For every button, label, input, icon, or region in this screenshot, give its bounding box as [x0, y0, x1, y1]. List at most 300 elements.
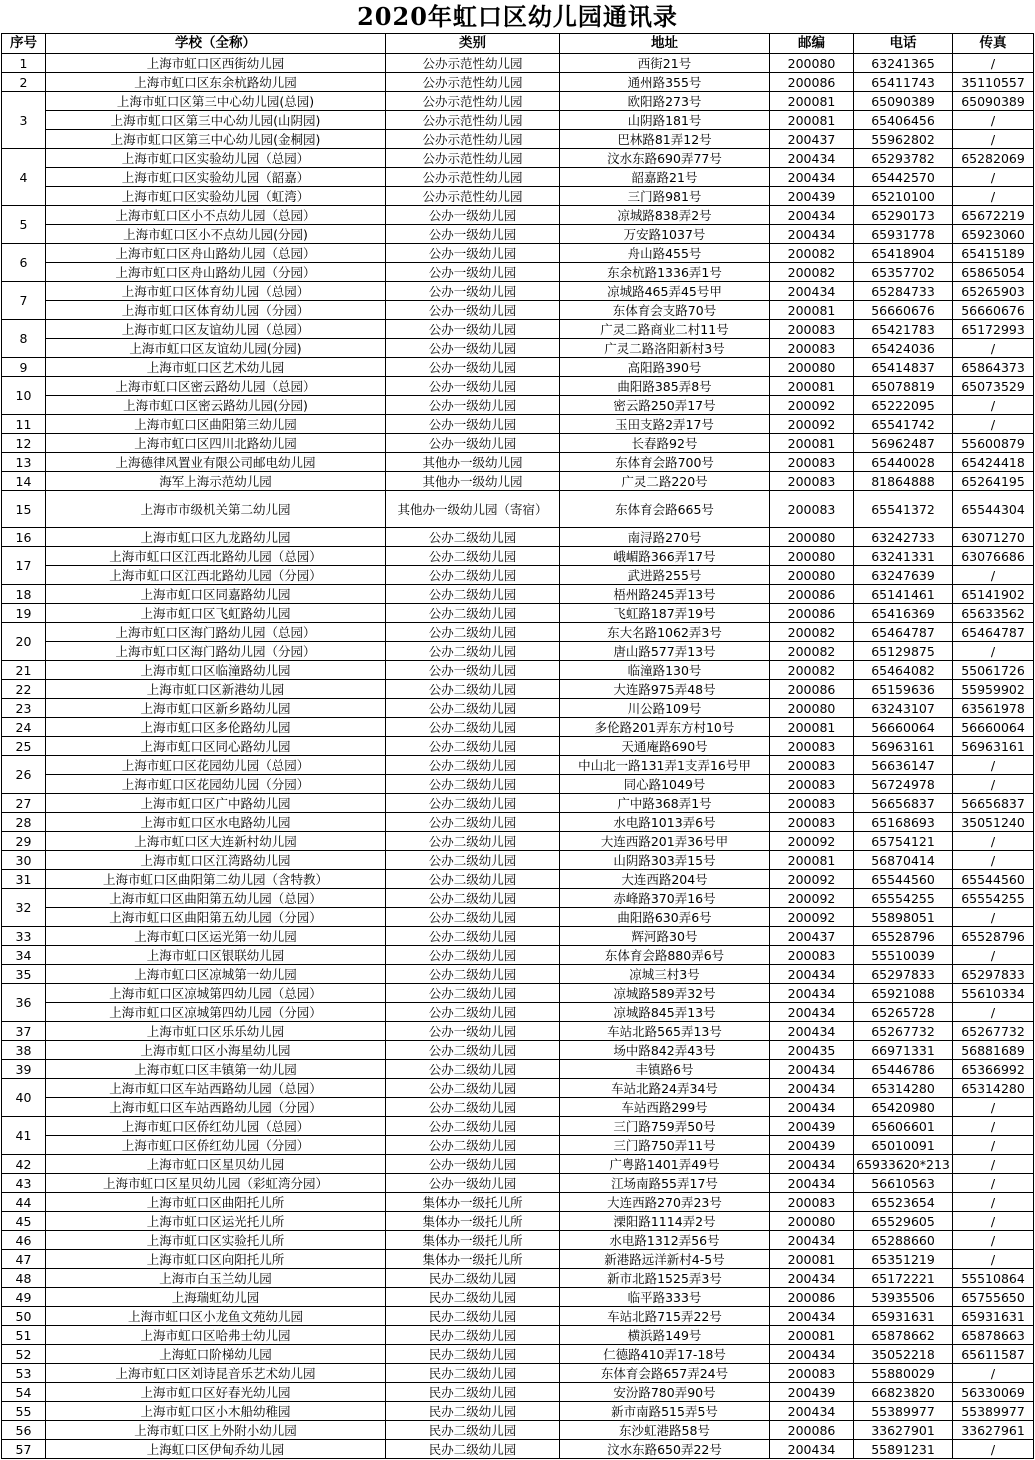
cell-school: 上海市虹口区艺术幼儿园: [46, 358, 386, 377]
cell-school: 上海市虹口区第三中心幼儿园(山阴园): [46, 111, 386, 130]
table-row: [2, 320, 1034, 339]
cell-phone: 65420980: [854, 1098, 953, 1117]
cell-phone: 65464787: [854, 623, 953, 642]
cell-phone: 65931631: [854, 1307, 953, 1326]
cell-zip: 200086: [770, 73, 854, 92]
table-row: [2, 1231, 1034, 1250]
cell-type: 公办二级幼儿园: [386, 680, 560, 699]
cell-school: 上海市虹口区上外附小幼儿园: [46, 1421, 386, 1440]
cell-address: 汶水东路690弄77号: [560, 149, 770, 168]
cell-type: 公办二级幼儿园: [386, 965, 560, 984]
cell-address: 凉城路845弄13号: [560, 1003, 770, 1022]
cell-fax: 55061726: [953, 661, 1034, 680]
table-row: [2, 813, 1034, 832]
cell-school: 上海市虹口区舟山路幼儿园（分园）: [46, 263, 386, 282]
cell-no: 48: [2, 1269, 46, 1288]
table-row: [2, 832, 1034, 851]
cell-address: 万安路1037号: [560, 225, 770, 244]
cell-school: 上海市虹口区友谊幼儿园(分园): [46, 339, 386, 358]
cell-type: 集体办一级托儿所: [386, 1250, 560, 1269]
cell-school: 上海市虹口区体育幼儿园（分园）: [46, 301, 386, 320]
cell-address: 东体育会路657弄24号: [560, 1364, 770, 1383]
table-row: [2, 453, 1034, 472]
cell-type: 民办二级幼儿园: [386, 1402, 560, 1421]
cell-no: 51: [2, 1326, 46, 1345]
cell-type: 公办一级幼儿园: [386, 263, 560, 282]
cell-type: 公办二级幼儿园: [386, 756, 560, 775]
cell-no: 55: [2, 1402, 46, 1421]
cell-school: 上海市虹口区花园幼儿园（分园）: [46, 775, 386, 794]
cell-fax: 65267732: [953, 1022, 1034, 1041]
cell-school: 上海市市级机关第二幼儿园: [46, 491, 386, 528]
cell-school: 上海市虹口区海门路幼儿园（总园）: [46, 623, 386, 642]
cell-address: 峨嵋路366弄17号: [560, 547, 770, 566]
cell-fax: /: [953, 415, 1034, 434]
cell-fax: /: [953, 1117, 1034, 1136]
cell-zip: 200434: [770, 984, 854, 1003]
cell-phone: 65284733: [854, 282, 953, 301]
cell-address: 辉河路30号: [560, 927, 770, 946]
cell-address: 曲阳路630弄6号: [560, 908, 770, 927]
cell-type: 公办二级幼儿园: [386, 908, 560, 927]
cell-phone: 65529605: [854, 1212, 953, 1231]
cell-fax: /: [953, 1136, 1034, 1155]
table-row: [2, 1155, 1034, 1174]
cell-address: 高阳路390号: [560, 358, 770, 377]
cell-fax: /: [953, 1212, 1034, 1231]
cell-address: 凉城路589弄32号: [560, 984, 770, 1003]
cell-zip: 200092: [770, 415, 854, 434]
cell-fax: 65633562: [953, 604, 1034, 623]
cell-fax: 65931631: [953, 1307, 1034, 1326]
cell-fax: /: [953, 1364, 1034, 1383]
cell-address: 新市北路1525弄3号: [560, 1269, 770, 1288]
cell-zip: 200083: [770, 320, 854, 339]
cell-type: 公办二级幼儿园: [386, 1003, 560, 1022]
cell-type: 公办一级幼儿园: [386, 225, 560, 244]
cell-address: 新市南路515弄5号: [560, 1402, 770, 1421]
cell-address: 临潼路130号: [560, 661, 770, 680]
cell-zip: 200080: [770, 358, 854, 377]
header-school: 学校（全称）: [46, 34, 386, 54]
cell-zip: 200434: [770, 1174, 854, 1193]
cell-type: 公办二级幼儿园: [386, 775, 560, 794]
cell-no: 44: [2, 1193, 46, 1212]
cell-address: 川公路109号: [560, 699, 770, 718]
table-row: [2, 415, 1034, 434]
cell-type: 公办示范性幼儿园: [386, 187, 560, 206]
cell-zip: 200081: [770, 92, 854, 111]
cell-address: 东沙虹港路58号: [560, 1421, 770, 1440]
cell-school: 上海市虹口区东余杭路幼儿园: [46, 73, 386, 92]
table-row: [2, 528, 1034, 547]
cell-address: 安汾路780弄90号: [560, 1383, 770, 1402]
cell-phone: 33627901: [854, 1421, 953, 1440]
cell-zip: 200082: [770, 244, 854, 263]
cell-fax: 65141902: [953, 585, 1034, 604]
cell-phone: 65931778: [854, 225, 953, 244]
table-row: [2, 1364, 1034, 1383]
cell-phone: 65141461: [854, 585, 953, 604]
cell-no: 24: [2, 718, 46, 737]
cell-no: 20: [2, 623, 46, 661]
table-row: [2, 661, 1034, 680]
cell-school: 海军上海示范幼儿园: [46, 472, 386, 491]
cell-school: 上海市虹口区哈弗士幼儿园: [46, 1326, 386, 1345]
cell-phone: 65544560: [854, 870, 953, 889]
cell-address: 临平路333号: [560, 1288, 770, 1307]
table-row: [2, 206, 1034, 225]
cell-type: 公办二级幼儿园: [386, 642, 560, 661]
cell-fax: 65415189: [953, 244, 1034, 263]
cell-school: 上海市虹口区小龙鱼文苑幼儿园: [46, 1307, 386, 1326]
cell-phone: 65541372: [854, 491, 953, 528]
table-row: [2, 1402, 1034, 1421]
table-row: [2, 623, 1034, 642]
cell-type: 公办二级幼儿园: [386, 1079, 560, 1098]
cell-address: 欧阳路273号: [560, 92, 770, 111]
cell-no: 6: [2, 244, 46, 282]
directory-table: [1, 33, 1034, 1459]
cell-address: 山阴路303弄15号: [560, 851, 770, 870]
table-row: [2, 1022, 1034, 1041]
table-header-row: [2, 34, 1034, 54]
cell-zip: 200081: [770, 111, 854, 130]
cell-fax: 65755650: [953, 1288, 1034, 1307]
cell-phone: 55880029: [854, 1364, 953, 1383]
cell-phone: 56660064: [854, 718, 953, 737]
cell-no: 1: [2, 54, 46, 73]
cell-fax: 65544560: [953, 870, 1034, 889]
cell-type: 公办一级幼儿园: [386, 301, 560, 320]
cell-phone: 65297833: [854, 965, 953, 984]
cell-zip: 200081: [770, 301, 854, 320]
cell-school: 上海市虹口区曲阳第二幼儿园（含特教）: [46, 870, 386, 889]
table-row: [2, 377, 1034, 396]
cell-fax: 65878663: [953, 1326, 1034, 1345]
cell-type: 公办一级幼儿园: [386, 1174, 560, 1193]
cell-type: 公办示范性幼儿园: [386, 168, 560, 187]
table-row: [2, 1307, 1034, 1326]
table-row: [2, 1288, 1034, 1307]
cell-zip: 200439: [770, 1117, 854, 1136]
cell-address: 广灵二路220号: [560, 472, 770, 491]
cell-address: 山阴路181号: [560, 111, 770, 130]
cell-type: 公办一级幼儿园: [386, 339, 560, 358]
cell-type: 公办二级幼儿园: [386, 718, 560, 737]
cell-zip: 200434: [770, 1098, 854, 1117]
cell-zip: 200092: [770, 870, 854, 889]
cell-address: 广中路368弄1号: [560, 794, 770, 813]
cell-phone: 55898051: [854, 908, 953, 927]
cell-address: 横浜路149号: [560, 1326, 770, 1345]
cell-no: 37: [2, 1022, 46, 1041]
cell-zip: 200434: [770, 1003, 854, 1022]
cell-fax: 65314280: [953, 1079, 1034, 1098]
cell-type: 公办一级幼儿园: [386, 358, 560, 377]
cell-school: 上海市虹口区银联幼儿园: [46, 946, 386, 965]
cell-zip: 200434: [770, 1269, 854, 1288]
cell-phone: 65464082: [854, 661, 953, 680]
cell-phone: 65090389: [854, 92, 953, 111]
table-row: [2, 1136, 1034, 1155]
cell-no: 32: [2, 889, 46, 927]
cell-school: 上海市虹口区小不点幼儿园(分园): [46, 225, 386, 244]
cell-no: 12: [2, 434, 46, 453]
cell-fax: 65297833: [953, 965, 1034, 984]
cell-fax: 65366992: [953, 1060, 1034, 1079]
cell-zip: 200434: [770, 1079, 854, 1098]
cell-zip: 200437: [770, 130, 854, 149]
cell-address: 巴林路81弄12号: [560, 130, 770, 149]
cell-address: 南浔路270号: [560, 528, 770, 547]
cell-school: 上海市虹口区同嘉路幼儿园: [46, 585, 386, 604]
table-row: [2, 1326, 1034, 1345]
cell-school: 上海市虹口区友谊幼儿园（总园）: [46, 320, 386, 339]
cell-phone: 65314280: [854, 1079, 953, 1098]
cell-type: 公办示范性幼儿园: [386, 149, 560, 168]
cell-school: 上海市虹口区水电路幼儿园: [46, 813, 386, 832]
cell-fax: /: [953, 1231, 1034, 1250]
table-row: [2, 263, 1034, 282]
cell-address: 车站北路565弄13号: [560, 1022, 770, 1041]
cell-fax: /: [953, 1250, 1034, 1269]
cell-address: 水电路1312弄56号: [560, 1231, 770, 1250]
cell-type: 民办二级幼儿园: [386, 1383, 560, 1402]
cell-school: 上海市虹口区体育幼儿园（总园）: [46, 282, 386, 301]
cell-type: 公办二级幼儿园: [386, 1060, 560, 1079]
cell-no: 28: [2, 813, 46, 832]
cell-address: 东体育会路700号: [560, 453, 770, 472]
cell-school: 上海市虹口区凉城第四幼儿园（分园）: [46, 1003, 386, 1022]
cell-school: 上海市虹口区临潼路幼儿园: [46, 661, 386, 680]
cell-fax: /: [953, 168, 1034, 187]
cell-fax: 65424418: [953, 453, 1034, 472]
cell-phone: 65172221: [854, 1269, 953, 1288]
table-row: [2, 491, 1034, 528]
cell-fax: /: [953, 187, 1034, 206]
cell-fax: 55610334: [953, 984, 1034, 1003]
cell-type: 集体办一级托儿所: [386, 1193, 560, 1212]
table-row: [2, 396, 1034, 415]
cell-school: 上海市虹口区舟山路幼儿园（总园）: [46, 244, 386, 263]
table-row: [2, 927, 1034, 946]
cell-zip: 200080: [770, 547, 854, 566]
cell-no: 25: [2, 737, 46, 756]
table-row: [2, 244, 1034, 263]
cell-type: 公办二级幼儿园: [386, 851, 560, 870]
table-row: [2, 1212, 1034, 1231]
cell-school: 上海市虹口区四川北路幼儿园: [46, 434, 386, 453]
cell-fax: /: [953, 1003, 1034, 1022]
cell-school: 上海市虹口区凉城第四幼儿园（总园）: [46, 984, 386, 1003]
cell-school: 上海虹口区伊甸乔幼儿园: [46, 1440, 386, 1459]
cell-school: 上海市虹口区第三中心幼儿园(金桐园): [46, 130, 386, 149]
cell-fax: 65528796: [953, 927, 1034, 946]
cell-zip: 200437: [770, 927, 854, 946]
cell-no: 47: [2, 1250, 46, 1269]
cell-zip: 200081: [770, 377, 854, 396]
cell-address: 丰镇路6号: [560, 1060, 770, 1079]
cell-fax: 65282069: [953, 149, 1034, 168]
cell-fax: 65464787: [953, 623, 1034, 642]
table-row: [2, 1193, 1034, 1212]
cell-type: 公办二级幼儿园: [386, 813, 560, 832]
cell-zip: 200434: [770, 1440, 854, 1459]
cell-fax: /: [953, 642, 1034, 661]
table-row: [2, 282, 1034, 301]
cell-phone: 65418904: [854, 244, 953, 263]
cell-type: 公办一级幼儿园: [386, 282, 560, 301]
cell-zip: 200435: [770, 1041, 854, 1060]
cell-type: 公办示范性幼儿园: [386, 111, 560, 130]
cell-fax: 56963161: [953, 737, 1034, 756]
cell-school: 上海市虹口区新港幼儿园: [46, 680, 386, 699]
cell-school: 上海市虹口区侨红幼儿园（分园）: [46, 1136, 386, 1155]
cell-no: 29: [2, 832, 46, 851]
cell-fax: /: [953, 775, 1034, 794]
cell-phone: 65606601: [854, 1117, 953, 1136]
cell-address: 东体育会路880弄6号: [560, 946, 770, 965]
cell-fax: 63076686: [953, 547, 1034, 566]
cell-school: 上海市虹口区实验幼儿园（总园）: [46, 149, 386, 168]
cell-address: 曲阳路385弄8号: [560, 377, 770, 396]
cell-phone: 65351219: [854, 1250, 953, 1269]
cell-no: 54: [2, 1383, 46, 1402]
table-row: [2, 604, 1034, 623]
cell-zip: 200434: [770, 225, 854, 244]
table-row: [2, 339, 1034, 358]
cell-zip: 200092: [770, 889, 854, 908]
table-row: [2, 908, 1034, 927]
table-row: [2, 851, 1034, 870]
cell-no: 19: [2, 604, 46, 623]
cell-phone: 65921088: [854, 984, 953, 1003]
cell-address: 东体育会支路70号: [560, 301, 770, 320]
cell-no: 18: [2, 585, 46, 604]
cell-school: 上海市虹口区九龙路幼儿园: [46, 528, 386, 547]
cell-phone: 65414837: [854, 358, 953, 377]
cell-address: 凉城三村3号: [560, 965, 770, 984]
cell-fax: 65923060: [953, 225, 1034, 244]
cell-fax: 65865054: [953, 263, 1034, 282]
cell-address: 溧阳路1114弄2号: [560, 1212, 770, 1231]
cell-fax: 65544304: [953, 491, 1034, 528]
cell-no: 5: [2, 206, 46, 244]
cell-phone: 65210100: [854, 187, 953, 206]
cell-zip: 200086: [770, 1421, 854, 1440]
table-row: [2, 1060, 1034, 1079]
table-row: [2, 434, 1034, 453]
cell-type: 公办二级幼儿园: [386, 1041, 560, 1060]
cell-type: 集体办一级托儿所: [386, 1231, 560, 1250]
cell-zip: 200082: [770, 642, 854, 661]
cell-type: 公办二级幼儿园: [386, 528, 560, 547]
cell-no: 17: [2, 547, 46, 585]
cell-school: 上海市虹口区江西北路幼儿园（分园）: [46, 566, 386, 585]
table-row: [2, 566, 1034, 585]
cell-type: 民办二级幼儿园: [386, 1326, 560, 1345]
cell-phone: 63241331: [854, 547, 953, 566]
cell-zip: 200083: [770, 813, 854, 832]
cell-address: 凉城路465弄45号甲: [560, 282, 770, 301]
table-row: [2, 1098, 1034, 1117]
cell-phone: 56962487: [854, 434, 953, 453]
cell-school: 上海市虹口区同心路幼儿园: [46, 737, 386, 756]
cell-fax: 65611587: [953, 1345, 1034, 1364]
header-type: 类别: [386, 34, 560, 54]
cell-zip: 200092: [770, 832, 854, 851]
cell-address: 大连西路270弄23号: [560, 1193, 770, 1212]
cell-fax: 63071270: [953, 528, 1034, 547]
cell-address: 长春路92号: [560, 434, 770, 453]
cell-phone: 63241365: [854, 54, 953, 73]
cell-zip: 200083: [770, 339, 854, 358]
cell-phone: 35052218: [854, 1345, 953, 1364]
cell-type: 公办二级幼儿园: [386, 699, 560, 718]
cell-address: 东体育会路665号: [560, 491, 770, 528]
cell-phone: 65440028: [854, 453, 953, 472]
cell-fax: /: [953, 396, 1034, 415]
cell-no: 4: [2, 149, 46, 206]
cell-school: 上海市虹口区多伦路幼儿园: [46, 718, 386, 737]
cell-school: 上海市虹口区运光托儿所: [46, 1212, 386, 1231]
cell-school: 上海市虹口区车站西路幼儿园（总园）: [46, 1079, 386, 1098]
table-row: [2, 756, 1034, 775]
cell-phone: 56660676: [854, 301, 953, 320]
cell-phone: 56870414: [854, 851, 953, 870]
cell-type: 公办示范性幼儿园: [386, 92, 560, 111]
cell-no: 33: [2, 927, 46, 946]
cell-zip: 200083: [770, 472, 854, 491]
cell-fax: 35110557: [953, 73, 1034, 92]
cell-school: 上海市虹口区好春光幼儿园: [46, 1383, 386, 1402]
cell-phone: 65411743: [854, 73, 953, 92]
cell-type: 其他办一级幼儿园: [386, 472, 560, 491]
cell-fax: 33627961: [953, 1421, 1034, 1440]
cell-type: 公办示范性幼儿园: [386, 73, 560, 92]
table-row: [2, 718, 1034, 737]
cell-zip: 200083: [770, 491, 854, 528]
cell-phone: 56963161: [854, 737, 953, 756]
cell-type: 公办二级幼儿园: [386, 946, 560, 965]
cell-fax: 65672219: [953, 206, 1034, 225]
header-no: 序号: [2, 34, 46, 54]
header-fax: 传真: [953, 34, 1034, 54]
cell-zip: 200434: [770, 149, 854, 168]
cell-fax: 56881689: [953, 1041, 1034, 1060]
cell-zip: 200080: [770, 1212, 854, 1231]
cell-no: 11: [2, 415, 46, 434]
cell-zip: 200083: [770, 453, 854, 472]
table-row: [2, 699, 1034, 718]
cell-type: 公办二级幼儿园: [386, 1098, 560, 1117]
cell-type: 其他办一级幼儿园: [386, 453, 560, 472]
cell-no: 53: [2, 1364, 46, 1383]
cell-fax: 65265903: [953, 282, 1034, 301]
cell-phone: 65523654: [854, 1193, 953, 1212]
cell-phone: 65416369: [854, 604, 953, 623]
cell-zip: 200081: [770, 434, 854, 453]
cell-phone: 65446786: [854, 1060, 953, 1079]
table-row: [2, 1003, 1034, 1022]
cell-type: 民办二级幼儿园: [386, 1269, 560, 1288]
cell-zip: 200439: [770, 1383, 854, 1402]
table-row: [2, 680, 1034, 699]
cell-zip: 200434: [770, 1022, 854, 1041]
cell-address: 赤峰路370弄16号: [560, 889, 770, 908]
cell-fax: /: [953, 756, 1034, 775]
